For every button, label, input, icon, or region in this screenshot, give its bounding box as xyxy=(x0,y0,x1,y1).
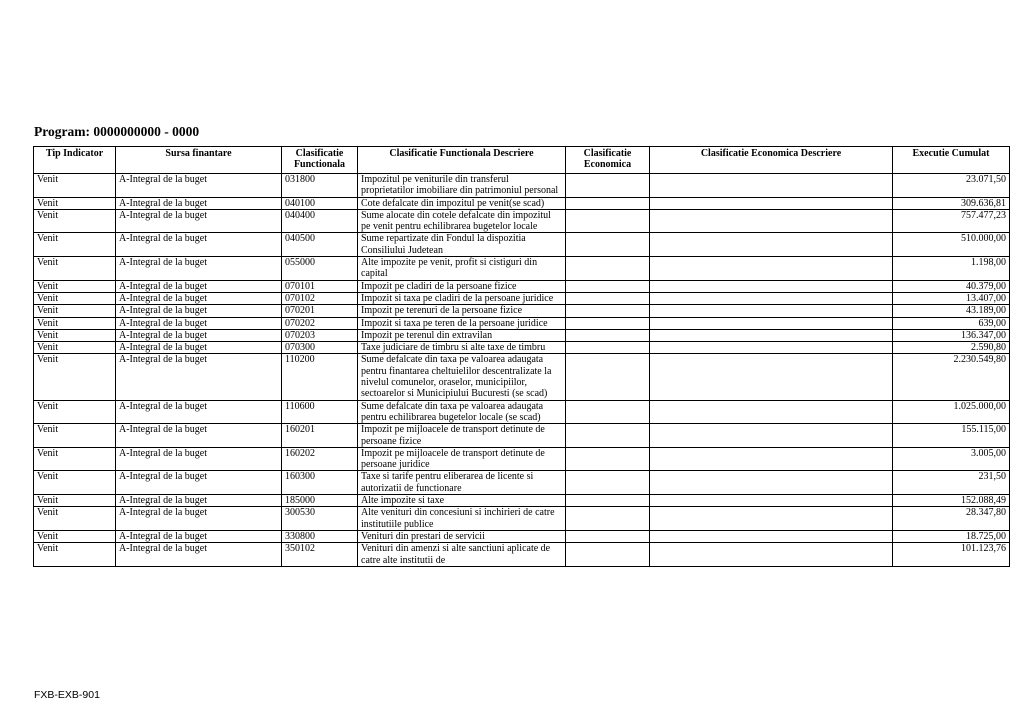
cell-clasificatie-functionala: 040100 xyxy=(282,197,358,209)
cell-tip-indicator: Venit xyxy=(34,280,116,292)
cell-executie-cumulat: 2.230.549,80 xyxy=(893,354,1010,400)
header-clasificatie-economica: Clasificatie Economica xyxy=(566,147,650,174)
cell-sursa-finantare: A-Integral de la buget xyxy=(116,342,282,354)
cell-economica-descriere xyxy=(650,424,893,448)
cell-sursa-finantare: A-Integral de la buget xyxy=(116,471,282,495)
cell-executie-cumulat: 43.189,00 xyxy=(893,305,1010,317)
cell-executie-cumulat: 510.000,00 xyxy=(893,233,1010,257)
table-row xyxy=(34,305,1010,317)
cell-sursa-finantare: A-Integral de la buget xyxy=(116,424,282,448)
cell-functionala-descriere: Impozit pe terenuri de la persoane fizice xyxy=(358,305,566,317)
cell-sursa-finantare: A-Integral de la buget xyxy=(116,543,282,567)
cell-clasificatie-economica xyxy=(566,530,650,542)
cell-functionala-descriere: Impozit pe mijloacele de transport detinute de persoane juridice xyxy=(358,447,566,471)
table-row xyxy=(34,495,1010,507)
cell-executie-cumulat: 23.071,50 xyxy=(893,174,1010,198)
cell-tip-indicator: Venit xyxy=(34,400,116,424)
cell-clasificatie-functionala: 160300 xyxy=(282,471,358,495)
cell-clasificatie-functionala: 160202 xyxy=(282,447,358,471)
header-clasificatie-economica-descriere: Clasificatie Economica Descriere xyxy=(650,147,893,174)
table-row xyxy=(34,292,1010,304)
table-row xyxy=(34,329,1010,341)
table-header-row xyxy=(34,147,1010,174)
cell-functionala-descriere: Impozitul pe veniturile din transferul proprietatilor imobiliare din patrimoniul personal xyxy=(358,174,566,198)
cell-sursa-finantare: A-Integral de la buget xyxy=(116,292,282,304)
cell-clasificatie-economica xyxy=(566,507,650,531)
cell-clasificatie-economica xyxy=(566,280,650,292)
cell-economica-descriere xyxy=(650,543,893,567)
cell-tip-indicator: Venit xyxy=(34,317,116,329)
cell-clasificatie-functionala: 300530 xyxy=(282,507,358,531)
cell-clasificatie-functionala: 031800 xyxy=(282,174,358,198)
cell-tip-indicator: Venit xyxy=(34,471,116,495)
cell-clasificatie-economica xyxy=(566,209,650,233)
cell-economica-descriere xyxy=(650,495,893,507)
cell-executie-cumulat: 639,00 xyxy=(893,317,1010,329)
cell-functionala-descriere: Sume defalcate din taxa pe valoarea adaugata pentru finantarea cheltuielilor descentralizate la nivelul comunelor, oraselor, municipiilor, sectoarelor si Municipiului Bucuresti (se scad) xyxy=(358,354,566,400)
cell-functionala-descriere: Sume repartizate din Fondul la dispozitia Consiliului Judetean xyxy=(358,233,566,257)
table-row xyxy=(34,530,1010,542)
header-executie-cumulat: Executie Cumulat xyxy=(893,147,1010,174)
table-row xyxy=(34,197,1010,209)
cell-clasificatie-functionala: 055000 xyxy=(282,257,358,281)
cell-clasificatie-economica xyxy=(566,471,650,495)
cell-clasificatie-functionala: 350102 xyxy=(282,543,358,567)
cell-functionala-descriere: Alte impozite si taxe xyxy=(358,495,566,507)
cell-executie-cumulat: 2.590,80 xyxy=(893,342,1010,354)
table-row xyxy=(34,400,1010,424)
cell-clasificatie-economica xyxy=(566,342,650,354)
table-row xyxy=(34,342,1010,354)
cell-clasificatie-economica xyxy=(566,257,650,281)
cell-sursa-finantare: A-Integral de la buget xyxy=(116,197,282,209)
cell-clasificatie-functionala: 110600 xyxy=(282,400,358,424)
cell-executie-cumulat: 231,50 xyxy=(893,471,1010,495)
cell-sursa-finantare: A-Integral de la buget xyxy=(116,495,282,507)
cell-sursa-finantare: A-Integral de la buget xyxy=(116,280,282,292)
cell-clasificatie-economica xyxy=(566,329,650,341)
cell-economica-descriere xyxy=(650,209,893,233)
cell-economica-descriere xyxy=(650,400,893,424)
cell-economica-descriere xyxy=(650,280,893,292)
cell-clasificatie-economica xyxy=(566,317,650,329)
cell-clasificatie-functionala: 070300 xyxy=(282,342,358,354)
cell-executie-cumulat: 136.347,00 xyxy=(893,329,1010,341)
cell-sursa-finantare: A-Integral de la buget xyxy=(116,447,282,471)
cell-clasificatie-economica xyxy=(566,305,650,317)
cell-tip-indicator: Venit xyxy=(34,543,116,567)
cell-economica-descriere xyxy=(650,471,893,495)
cell-tip-indicator: Venit xyxy=(34,342,116,354)
cell-tip-indicator: Venit xyxy=(34,495,116,507)
cell-functionala-descriere: Venituri din amenzi si alte sanctiuni aplicate de catre alte institutii de xyxy=(358,543,566,567)
cell-functionala-descriere: Venituri din prestari de servicii xyxy=(358,530,566,542)
cell-tip-indicator: Venit xyxy=(34,354,116,400)
cell-executie-cumulat: 152.088,49 xyxy=(893,495,1010,507)
cell-clasificatie-functionala: 330800 xyxy=(282,530,358,542)
cell-functionala-descriere: Impozit pe terenul din extravilan xyxy=(358,329,566,341)
cell-clasificatie-economica xyxy=(566,543,650,567)
table-row xyxy=(34,280,1010,292)
table-row xyxy=(34,233,1010,257)
cell-functionala-descriere: Impozit pe mijloacele de transport detinute de persoane fizice xyxy=(358,424,566,448)
header-clasificatie-functionala: Clasificatie Functionala xyxy=(282,147,358,174)
cell-tip-indicator: Venit xyxy=(34,447,116,471)
table-row xyxy=(34,424,1010,448)
table-row xyxy=(34,174,1010,198)
cell-sursa-finantare: A-Integral de la buget xyxy=(116,530,282,542)
cell-economica-descriere xyxy=(650,530,893,542)
cell-sursa-finantare: A-Integral de la buget xyxy=(116,305,282,317)
cell-economica-descriere xyxy=(650,507,893,531)
cell-economica-descriere xyxy=(650,317,893,329)
cell-functionala-descriere: Cote defalcate din impozitul pe venit(se scad) xyxy=(358,197,566,209)
cell-economica-descriere xyxy=(650,342,893,354)
cell-tip-indicator: Venit xyxy=(34,305,116,317)
cell-economica-descriere xyxy=(650,447,893,471)
cell-economica-descriere xyxy=(650,257,893,281)
header-clasificatie-functionala-descriere: Clasificatie Functionala Descriere xyxy=(358,147,566,174)
cell-clasificatie-functionala: 070102 xyxy=(282,292,358,304)
table-row xyxy=(34,354,1010,400)
cell-clasificatie-economica xyxy=(566,174,650,198)
cell-executie-cumulat: 40.379,00 xyxy=(893,280,1010,292)
cell-functionala-descriere: Impozit si taxa pe teren de la persoane juridice xyxy=(358,317,566,329)
cell-tip-indicator: Venit xyxy=(34,233,116,257)
table-row xyxy=(34,507,1010,531)
cell-tip-indicator: Venit xyxy=(34,292,116,304)
cell-executie-cumulat: 18.725,00 xyxy=(893,530,1010,542)
table-row xyxy=(34,543,1010,567)
cell-tip-indicator: Venit xyxy=(34,424,116,448)
program-title: Program: 0000000000 - 0000 xyxy=(34,124,200,139)
cell-economica-descriere xyxy=(650,174,893,198)
cell-sursa-finantare: A-Integral de la buget xyxy=(116,209,282,233)
cell-clasificatie-economica xyxy=(566,447,650,471)
cell-clasificatie-economica xyxy=(566,292,650,304)
cell-sursa-finantare: A-Integral de la buget xyxy=(116,329,282,341)
cell-executie-cumulat: 28.347,80 xyxy=(893,507,1010,531)
cell-economica-descriere xyxy=(650,292,893,304)
table-row xyxy=(34,471,1010,495)
cell-tip-indicator: Venit xyxy=(34,174,116,198)
cell-executie-cumulat: 155.115,00 xyxy=(893,424,1010,448)
cell-functionala-descriere: Sume defalcate din taxa pe valoarea adaugata pentru echilibrarea bugetelor locale (se scad) xyxy=(358,400,566,424)
cell-functionala-descriere: Alte venituri din concesiuni si inchirieri de catre institutiile publice xyxy=(358,507,566,531)
cell-functionala-descriere: Taxe judiciare de timbru si alte taxe de timbru xyxy=(358,342,566,354)
cell-tip-indicator: Venit xyxy=(34,257,116,281)
cell-functionala-descriere: Impozit pe cladiri de la persoane fizice xyxy=(358,280,566,292)
cell-clasificatie-functionala: 040500 xyxy=(282,233,358,257)
cell-clasificatie-economica xyxy=(566,495,650,507)
cell-tip-indicator: Venit xyxy=(34,507,116,531)
cell-clasificatie-functionala: 070201 xyxy=(282,305,358,317)
table-row xyxy=(34,317,1010,329)
cell-sursa-finantare: A-Integral de la buget xyxy=(116,233,282,257)
execution-table xyxy=(33,146,1010,567)
cell-tip-indicator: Venit xyxy=(34,197,116,209)
cell-clasificatie-economica xyxy=(566,424,650,448)
table-body xyxy=(34,174,1010,567)
cell-clasificatie-functionala: 040400 xyxy=(282,209,358,233)
cell-executie-cumulat: 309.636,81 xyxy=(893,197,1010,209)
cell-tip-indicator: Venit xyxy=(34,329,116,341)
cell-economica-descriere xyxy=(650,197,893,209)
cell-executie-cumulat: 13.407,00 xyxy=(893,292,1010,304)
table-row xyxy=(34,447,1010,471)
cell-sursa-finantare: A-Integral de la buget xyxy=(116,354,282,400)
table-row xyxy=(34,209,1010,233)
cell-clasificatie-functionala: 185000 xyxy=(282,495,358,507)
cell-executie-cumulat: 3.005,00 xyxy=(893,447,1010,471)
header-sursa-finantare: Sursa finantare xyxy=(116,147,282,174)
cell-economica-descriere xyxy=(650,233,893,257)
cell-sursa-finantare: A-Integral de la buget xyxy=(116,507,282,531)
cell-executie-cumulat: 1.025.000,00 xyxy=(893,400,1010,424)
cell-sursa-finantare: A-Integral de la buget xyxy=(116,257,282,281)
cell-executie-cumulat: 101.123,76 xyxy=(893,543,1010,567)
cell-functionala-descriere: Taxe si tarife pentru eliberarea de licente si autorizatii de functionare xyxy=(358,471,566,495)
cell-economica-descriere xyxy=(650,354,893,400)
cell-tip-indicator: Venit xyxy=(34,530,116,542)
cell-tip-indicator: Venit xyxy=(34,209,116,233)
cell-functionala-descriere: Alte impozite pe venit, profit si cistiguri din capital xyxy=(358,257,566,281)
cell-executie-cumulat: 757.477,23 xyxy=(893,209,1010,233)
cell-clasificatie-functionala: 070203 xyxy=(282,329,358,341)
cell-clasificatie-functionala: 160201 xyxy=(282,424,358,448)
cell-functionala-descriere: Sume alocate din cotele defalcate din impozitul pe venit pentru echilibrarea bugetelor locale xyxy=(358,209,566,233)
cell-economica-descriere xyxy=(650,329,893,341)
cell-functionala-descriere: Impozit si taxa pe cladiri de la persoane juridice xyxy=(358,292,566,304)
header-tip-indicator: Tip Indicator xyxy=(34,147,116,174)
cell-sursa-finantare: A-Integral de la buget xyxy=(116,174,282,198)
form-code: FXB-EXB-901 xyxy=(34,689,100,701)
cell-clasificatie-economica xyxy=(566,197,650,209)
cell-clasificatie-functionala: 070101 xyxy=(282,280,358,292)
cell-executie-cumulat: 1.198,00 xyxy=(893,257,1010,281)
cell-clasificatie-economica xyxy=(566,354,650,400)
cell-sursa-finantare: A-Integral de la buget xyxy=(116,400,282,424)
cell-clasificatie-functionala: 070202 xyxy=(282,317,358,329)
cell-clasificatie-functionala: 110200 xyxy=(282,354,358,400)
cell-economica-descriere xyxy=(650,305,893,317)
cell-sursa-finantare: A-Integral de la buget xyxy=(116,317,282,329)
table-row xyxy=(34,257,1010,281)
cell-clasificatie-economica xyxy=(566,400,650,424)
cell-clasificatie-economica xyxy=(566,233,650,257)
